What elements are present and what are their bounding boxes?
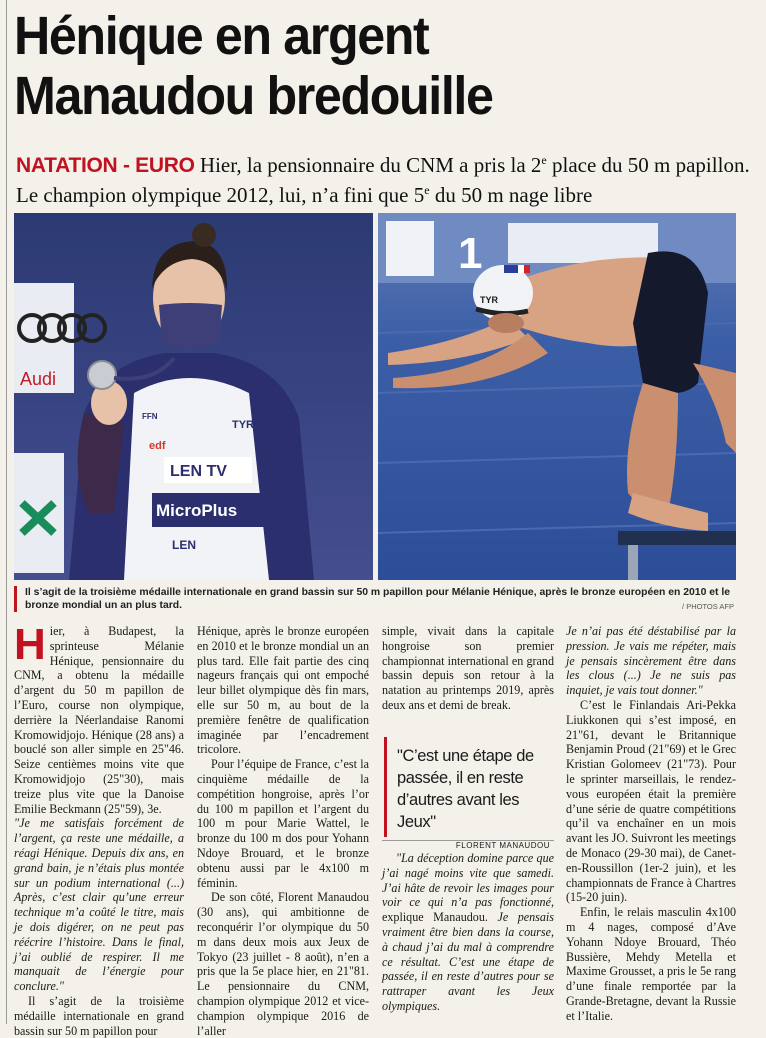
cap-flag-blue <box>504 265 518 273</box>
paragraph-intro: ier, à Budapest, la sprinteuse Mélanie Hénique, pensionnaire du CNM, a obtenu la médaille d’argent du 50 m papillon de l’Euro, course non olympique, derrière la Néerlandaise Ranomi Kromowidjojo. Hénique (28 ans) a bouclé son aller simple en 25"46. Seize centièmes moins vite que Kromowidjojo (25"30), mais treize plus vite que la Danoise Emilie Beckmann (25"59), 3e. <box>14 624 184 816</box>
article-column-3 <box>382 624 554 713</box>
paragraph-return: simple, vivait dans la capitale hongroise son premier championnat international en grand bassin depuis son retour à la natation au printemps 2019, après deux ans et demi de break. <box>382 624 554 712</box>
paragraph-henique-quote: "Je me satisfais forcément de l’argent, ça reste une médaille, a réagi Hénique. Depuis dix ans, en grand bain, je n’étais plus montée sur un podium international (...) Après, c’est clair qu’une erreur technique m’a coûté le titre, mais je dois digérer, on ne peut pas réécrire l’histoire. Dans le final, j’ai oublié de respirer. Il me manquait de l’énergie pour conclure." <box>14 816 184 994</box>
paragraph-relay: Enfin, le relais masculin 4x100 m 4 nages, composé d’Ave Yohann Ndoye Brouard, Théo Bussière, Mehdy Metella et Maxime Grousset, a pris le 5e rang d’une finale remportée par la Grande-Bretagne, devant la Russie et l’Italie. <box>566 905 736 1023</box>
drop-cap: H <box>14 620 46 669</box>
diver-chin <box>488 313 524 333</box>
lane-number-sign: 1 <box>458 229 483 278</box>
article-column-1 <box>14 620 184 1038</box>
pull-quote-author: FLORENT MANAUDOU <box>455 841 550 850</box>
deck-sup-1: e <box>541 153 547 167</box>
cap-flag-red <box>524 265 530 273</box>
page-margin-rule <box>6 0 7 1024</box>
sign-panel <box>386 221 434 276</box>
deck-part-3: du 50 m nage libre <box>429 183 593 207</box>
manaudou-quote-part-2: Je pensais vraiment être bien dans la course, à chaud j’ai du mal à comprendre ce résultat. C’est une étape de passée, il en reste d’autres pour se rattraper avant les Jeux olympiques. <box>382 910 554 1013</box>
tyr-logo: TYR <box>232 419 254 431</box>
section-kicker: NATATION - EURO <box>16 154 195 177</box>
paragraph-olympic-ticket: Hénique, après le bronze européen en 2010 et le bronze mondial un an plus tard. Elle fait partie des cinq nageurs français qui ont empoché leur billet olympique dès fin mars, elle sur 50 m, au bout de la première fenêtre de qualification imaginée par l’encadrement tricolore. <box>197 624 369 757</box>
manaudou-quote-attribution: explique Manaudou. <box>382 910 498 925</box>
paragraph-race-results: C’est le Finlandais Ari-Pekka Liukkonen qui s’est imposé, en 21"61, devant le Britannique Benjamin Proud (21"69) et le Grec Kristian Golomeev (21"73). Pour le sprinter marseillais, le rendez-vous européen était la première d’une série de quatre compétitions qu’il va enchaîner en un mois avant les JO. Suivront les meetings de Monaco (29-30 mai), de Canet-en-Roussillon (1er-2 juin), et les championnats de France à Chartres (15-20 juin). <box>566 697 736 905</box>
block-post <box>628 545 638 580</box>
hair-bun <box>192 223 216 247</box>
pull-quote-text: "C’est une étape de passée, il en reste d’autres avant les Jeux" <box>397 747 534 831</box>
manaudou-quote-part-1: "La déception domine parce que j’ai nagé moins vite que samedi. J’ai hâte de revoir les images pour voir ce qui n’a pas fonctionné, <box>382 851 554 910</box>
photo-manaudou-dive <box>378 213 736 580</box>
deck-part-1: Hier, la pensionnaire du CNM a pris la 2 <box>194 153 542 177</box>
face-mask <box>159 303 222 349</box>
banner-panel <box>508 223 658 263</box>
deck-subheadline <box>16 148 756 208</box>
cap-tyr-logo: TYR <box>480 295 498 305</box>
paragraph-manaudou-quote <box>382 851 554 1014</box>
paragraph-manaudou: De son côté, Florent Manaudou (30 ans), qui ambitionne de reconquérir l’or olympique du 50 m dans deux mois aux Jeux de Tokyo (23 juillet - 8 août), n’en a pris que la 5e place hier, en 21"81. Le pensionnaire du CNM, champion olympique 2012 et vice-champion olympique 2016 de l’aller <box>197 890 369 1038</box>
len-tv-logo: LEN TV <box>170 463 227 480</box>
paragraph-team-france: Pour l’équipe de France, c’est la cinquième médaille de la compétition hongroise, après l’or du 100 m papillon et l’argent du 100 m pour Marie Wattel, le bronze du 100 m dos pour Yohann Ndoye Brouard, et le bronze obtenu aussi par le 4x100 m féminin. <box>197 757 369 890</box>
silver-medal <box>88 361 116 389</box>
paragraph-manaudou-quote-end: Je n’ai pas été déstabilisé par la pression. Je vais me répéter, mais je pensais sincèrement être dans les clous (...) Je ne suis pas inquiet, je vais tout donner." <box>566 624 736 698</box>
headline-line-2: Manaudou bredouille <box>14 66 493 126</box>
len-logo: LEN <box>172 538 196 552</box>
deck-part-2: place du 50 m papillon. Le champion olympique 2012, lui, n’a fini que 5 <box>16 153 750 207</box>
paragraph-third-medal: Il s’agit de la troisième médaille internationale en grand bassin sur 50 m papillon pour <box>14 993 184 1038</box>
headline-line-1: Hénique en argent <box>14 6 429 66</box>
manaudou-illustration <box>378 213 736 580</box>
audi-text: Audi <box>20 369 57 389</box>
article-column-3-lower <box>382 851 554 1014</box>
microplus-logo: MicroPlus <box>156 501 238 520</box>
photo-caption: Il s’agit de la troisième médaille internationale en grand bassin sur 50 m papillon pour Mélanie Hénique, après le bronze européen en 2010 et le bronze mondial un an plus tard. <box>14 586 734 612</box>
ffn-logo: FFN <box>142 412 158 421</box>
pull-quote <box>384 737 554 850</box>
henique-illustration <box>14 213 373 580</box>
edf-logo: edf <box>149 440 166 452</box>
photo-henique-podium <box>14 213 373 580</box>
pull-quote-rule <box>382 840 554 841</box>
headline <box>14 6 702 126</box>
cap-flag-white <box>518 265 524 273</box>
diver-leg-back <box>693 363 736 453</box>
starting-block <box>618 531 736 545</box>
deck-sup-2: e <box>424 183 430 197</box>
article-column-2 <box>197 624 369 1038</box>
swim-trunks <box>633 251 708 393</box>
article-column-4 <box>566 624 736 1024</box>
photo-credit: / PHOTOS AFP <box>682 602 734 611</box>
